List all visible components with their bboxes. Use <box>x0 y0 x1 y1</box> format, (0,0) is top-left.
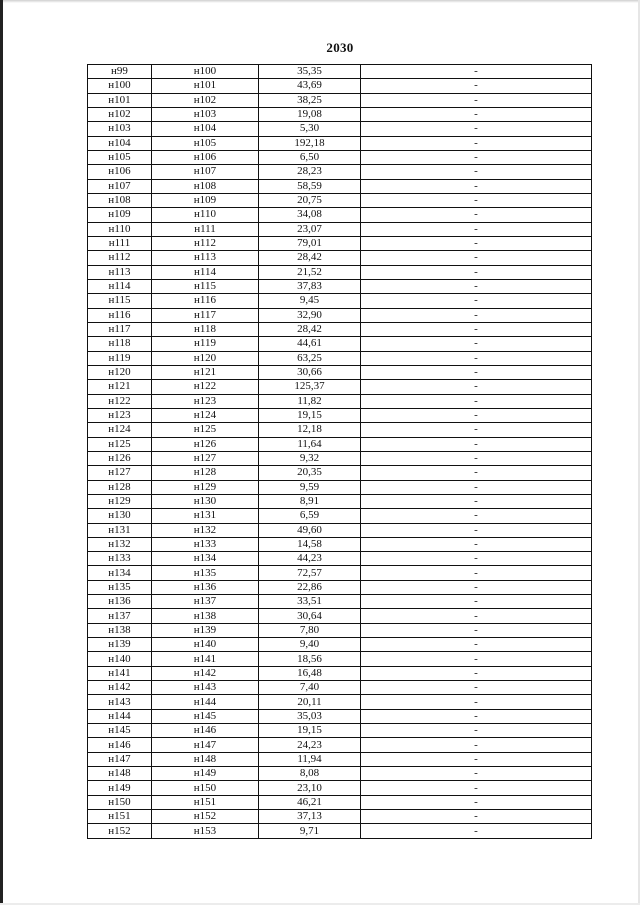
distance-cell: 11,82 <box>259 394 361 408</box>
to-point-cell: н126 <box>152 437 259 451</box>
to-point-cell: н137 <box>152 595 259 609</box>
distance-cell: 46,21 <box>259 795 361 809</box>
table-row <box>88 695 592 709</box>
to-point-cell: н108 <box>152 179 259 193</box>
from-point-cell: н135 <box>88 580 152 594</box>
to-point-cell: н104 <box>152 122 259 136</box>
to-point-cell: н110 <box>152 208 259 222</box>
note-cell: - <box>361 322 592 336</box>
note-cell: - <box>361 150 592 164</box>
table-row <box>88 65 592 79</box>
from-point-cell: н107 <box>88 179 152 193</box>
distance-cell: 23,07 <box>259 222 361 236</box>
note-cell: - <box>361 423 592 437</box>
from-point-cell: н113 <box>88 265 152 279</box>
to-point-cell: н101 <box>152 79 259 93</box>
note-cell: - <box>361 179 592 193</box>
to-point-cell: н122 <box>152 380 259 394</box>
note-cell: - <box>361 294 592 308</box>
note-cell: - <box>361 365 592 379</box>
distance-cell: 63,25 <box>259 351 361 365</box>
distance-cell: 20,35 <box>259 466 361 480</box>
from-point-cell: н106 <box>88 165 152 179</box>
distance-cell: 30,66 <box>259 365 361 379</box>
note-cell: - <box>361 738 592 752</box>
to-point-cell: н153 <box>152 824 259 838</box>
table-row <box>88 294 592 308</box>
distance-cell: 34,08 <box>259 208 361 222</box>
to-point-cell: н129 <box>152 480 259 494</box>
table-row <box>88 193 592 207</box>
note-cell: - <box>361 681 592 695</box>
table-row <box>88 423 592 437</box>
note-cell: - <box>361 222 592 236</box>
from-point-cell: н144 <box>88 709 152 723</box>
distance-cell: 33,51 <box>259 595 361 609</box>
note-cell: - <box>361 595 592 609</box>
table-row <box>88 337 592 351</box>
table-row <box>88 122 592 136</box>
distance-cell: 9,45 <box>259 294 361 308</box>
table-row <box>88 308 592 322</box>
from-point-cell: н124 <box>88 423 152 437</box>
table-body <box>88 65 592 839</box>
to-point-cell: н144 <box>152 695 259 709</box>
to-point-cell: н139 <box>152 623 259 637</box>
distance-cell: 37,13 <box>259 810 361 824</box>
table-row <box>88 107 592 121</box>
table-row <box>88 537 592 551</box>
from-point-cell: н119 <box>88 351 152 365</box>
distance-cell: 19,15 <box>259 724 361 738</box>
distance-cell: 20,75 <box>259 193 361 207</box>
from-point-cell: н114 <box>88 279 152 293</box>
to-point-cell: н100 <box>152 65 259 79</box>
from-point-cell: н133 <box>88 552 152 566</box>
table-row <box>88 566 592 580</box>
table-row <box>88 480 592 494</box>
note-cell: - <box>361 537 592 551</box>
distance-cell: 18,56 <box>259 652 361 666</box>
table-row <box>88 251 592 265</box>
to-point-cell: н141 <box>152 652 259 666</box>
table-row <box>88 523 592 537</box>
note-cell: - <box>361 107 592 121</box>
from-point-cell: н100 <box>88 79 152 93</box>
distance-cell: 9,32 <box>259 451 361 465</box>
note-cell: - <box>361 709 592 723</box>
distance-cell: 49,60 <box>259 523 361 537</box>
to-point-cell: н120 <box>152 351 259 365</box>
to-point-cell: н150 <box>152 781 259 795</box>
table-row <box>88 666 592 680</box>
from-point-cell: н110 <box>88 222 152 236</box>
from-point-cell: н132 <box>88 537 152 551</box>
distance-cell: 19,08 <box>259 107 361 121</box>
distance-cell: 44,61 <box>259 337 361 351</box>
from-point-cell: н130 <box>88 509 152 523</box>
to-point-cell: н134 <box>152 552 259 566</box>
distance-cell: 38,25 <box>259 93 361 107</box>
note-cell: - <box>361 380 592 394</box>
table-row <box>88 365 592 379</box>
table-row <box>88 236 592 250</box>
distance-cell: 8,91 <box>259 494 361 508</box>
to-point-cell: н143 <box>152 681 259 695</box>
to-point-cell: н132 <box>152 523 259 537</box>
table-row <box>88 580 592 594</box>
to-point-cell: н133 <box>152 537 259 551</box>
distance-cell: 9,59 <box>259 480 361 494</box>
distance-cell: 79,01 <box>259 236 361 250</box>
from-point-cell: н141 <box>88 666 152 680</box>
distance-cell: 23,10 <box>259 781 361 795</box>
from-point-cell: н117 <box>88 322 152 336</box>
from-point-cell: н122 <box>88 394 152 408</box>
distance-cell: 125,37 <box>259 380 361 394</box>
table-row <box>88 795 592 809</box>
from-point-cell: н111 <box>88 236 152 250</box>
to-point-cell: н118 <box>152 322 259 336</box>
note-cell: - <box>361 165 592 179</box>
from-point-cell: н126 <box>88 451 152 465</box>
distance-cell: 28,23 <box>259 165 361 179</box>
distance-cell: 32,90 <box>259 308 361 322</box>
distance-cell: 14,58 <box>259 537 361 551</box>
to-point-cell: н140 <box>152 638 259 652</box>
table-row <box>88 179 592 193</box>
table-row <box>88 93 592 107</box>
coordinates-table <box>87 64 592 839</box>
from-point-cell: н145 <box>88 724 152 738</box>
table-row <box>88 752 592 766</box>
to-point-cell: н106 <box>152 150 259 164</box>
table-row <box>88 810 592 824</box>
note-cell: - <box>361 251 592 265</box>
from-point-cell: н143 <box>88 695 152 709</box>
note-cell: - <box>361 824 592 838</box>
to-point-cell: н119 <box>152 337 259 351</box>
to-point-cell: н145 <box>152 709 259 723</box>
from-point-cell: н139 <box>88 638 152 652</box>
to-point-cell: н151 <box>152 795 259 809</box>
from-point-cell: н112 <box>88 251 152 265</box>
to-point-cell: н105 <box>152 136 259 150</box>
scan-left-edge <box>0 0 3 905</box>
note-cell: - <box>361 480 592 494</box>
distance-cell: 12,18 <box>259 423 361 437</box>
table-row <box>88 623 592 637</box>
distance-cell: 44,23 <box>259 552 361 566</box>
from-point-cell: н121 <box>88 380 152 394</box>
to-point-cell: н103 <box>152 107 259 121</box>
note-cell: - <box>361 136 592 150</box>
table-row <box>88 222 592 236</box>
distance-cell: 6,59 <box>259 509 361 523</box>
note-cell: - <box>361 65 592 79</box>
to-point-cell: н130 <box>152 494 259 508</box>
table-row <box>88 79 592 93</box>
note-cell: - <box>361 265 592 279</box>
to-point-cell: н152 <box>152 810 259 824</box>
from-point-cell: н109 <box>88 208 152 222</box>
from-point-cell: н150 <box>88 795 152 809</box>
table-row <box>88 552 592 566</box>
to-point-cell: н112 <box>152 236 259 250</box>
from-point-cell: н120 <box>88 365 152 379</box>
to-point-cell: н111 <box>152 222 259 236</box>
from-point-cell: н137 <box>88 609 152 623</box>
note-cell: - <box>361 638 592 652</box>
distance-cell: 58,59 <box>259 179 361 193</box>
from-point-cell: н131 <box>88 523 152 537</box>
note-cell: - <box>361 494 592 508</box>
to-point-cell: н123 <box>152 394 259 408</box>
distance-cell: 21,52 <box>259 265 361 279</box>
note-cell: - <box>361 623 592 637</box>
from-point-cell: н138 <box>88 623 152 637</box>
distance-cell: 16,48 <box>259 666 361 680</box>
table-row <box>88 279 592 293</box>
table-row <box>88 724 592 738</box>
table-row <box>88 609 592 623</box>
from-point-cell: н125 <box>88 437 152 451</box>
to-point-cell: н113 <box>152 251 259 265</box>
note-cell: - <box>361 466 592 480</box>
table-row <box>88 408 592 422</box>
to-point-cell: н135 <box>152 566 259 580</box>
table-row <box>88 380 592 394</box>
distance-cell: 192,18 <box>259 136 361 150</box>
note-cell: - <box>361 810 592 824</box>
to-point-cell: н124 <box>152 408 259 422</box>
from-point-cell: н108 <box>88 193 152 207</box>
to-point-cell: н148 <box>152 752 259 766</box>
note-cell: - <box>361 451 592 465</box>
table-row <box>88 709 592 723</box>
note-cell: - <box>361 236 592 250</box>
to-point-cell: н147 <box>152 738 259 752</box>
note-cell: - <box>361 724 592 738</box>
note-cell: - <box>361 509 592 523</box>
table-row <box>88 136 592 150</box>
note-cell: - <box>361 337 592 351</box>
to-point-cell: н117 <box>152 308 259 322</box>
table-row <box>88 681 592 695</box>
note-cell: - <box>361 752 592 766</box>
table-row <box>88 509 592 523</box>
note-cell: - <box>361 208 592 222</box>
table-row <box>88 738 592 752</box>
note-cell: - <box>361 408 592 422</box>
note-cell: - <box>361 781 592 795</box>
note-cell: - <box>361 437 592 451</box>
distance-cell: 24,23 <box>259 738 361 752</box>
from-point-cell: н99 <box>88 65 152 79</box>
from-point-cell: н128 <box>88 480 152 494</box>
from-point-cell: н148 <box>88 767 152 781</box>
from-point-cell: н116 <box>88 308 152 322</box>
table-row <box>88 767 592 781</box>
from-point-cell: н101 <box>88 93 152 107</box>
to-point-cell: н131 <box>152 509 259 523</box>
table-row <box>88 394 592 408</box>
note-cell: - <box>361 394 592 408</box>
to-point-cell: н149 <box>152 767 259 781</box>
from-point-cell: н127 <box>88 466 152 480</box>
to-point-cell: н146 <box>152 724 259 738</box>
from-point-cell: н149 <box>88 781 152 795</box>
note-cell: - <box>361 351 592 365</box>
distance-cell: 7,80 <box>259 623 361 637</box>
from-point-cell: н147 <box>88 752 152 766</box>
from-point-cell: н142 <box>88 681 152 695</box>
from-point-cell: н118 <box>88 337 152 351</box>
note-cell: - <box>361 652 592 666</box>
to-point-cell: н107 <box>152 165 259 179</box>
from-point-cell: н152 <box>88 824 152 838</box>
distance-cell: 28,42 <box>259 251 361 265</box>
note-cell: - <box>361 795 592 809</box>
distance-cell: 7,40 <box>259 681 361 695</box>
distance-cell: 6,50 <box>259 150 361 164</box>
to-point-cell: н116 <box>152 294 259 308</box>
to-point-cell: н125 <box>152 423 259 437</box>
from-point-cell: н134 <box>88 566 152 580</box>
distance-cell: 8,08 <box>259 767 361 781</box>
note-cell: - <box>361 193 592 207</box>
from-point-cell: н129 <box>88 494 152 508</box>
distance-cell: 22,86 <box>259 580 361 594</box>
distance-cell: 19,15 <box>259 408 361 422</box>
to-point-cell: н115 <box>152 279 259 293</box>
from-point-cell: н104 <box>88 136 152 150</box>
note-cell: - <box>361 767 592 781</box>
table-row <box>88 451 592 465</box>
distance-cell: 28,42 <box>259 322 361 336</box>
distance-cell: 11,64 <box>259 437 361 451</box>
from-point-cell: н115 <box>88 294 152 308</box>
to-point-cell: н142 <box>152 666 259 680</box>
distance-cell: 11,94 <box>259 752 361 766</box>
to-point-cell: н136 <box>152 580 259 594</box>
distance-cell: 72,57 <box>259 566 361 580</box>
scan-top-edge <box>0 0 640 3</box>
table-row <box>88 494 592 508</box>
to-point-cell: н114 <box>152 265 259 279</box>
note-cell: - <box>361 566 592 580</box>
to-point-cell: н102 <box>152 93 259 107</box>
note-cell: - <box>361 695 592 709</box>
from-point-cell: н123 <box>88 408 152 422</box>
table-row <box>88 466 592 480</box>
distance-cell: 9,40 <box>259 638 361 652</box>
note-cell: - <box>361 580 592 594</box>
table-row <box>88 322 592 336</box>
note-cell: - <box>361 279 592 293</box>
note-cell: - <box>361 609 592 623</box>
from-point-cell: н105 <box>88 150 152 164</box>
distance-cell: 9,71 <box>259 824 361 838</box>
note-cell: - <box>361 552 592 566</box>
distance-cell: 5,30 <box>259 122 361 136</box>
distance-cell: 35,03 <box>259 709 361 723</box>
from-point-cell: н136 <box>88 595 152 609</box>
page-number: 2030 <box>326 40 354 55</box>
note-cell: - <box>361 122 592 136</box>
table-row <box>88 165 592 179</box>
table-row <box>88 652 592 666</box>
to-point-cell: н121 <box>152 365 259 379</box>
table-row <box>88 208 592 222</box>
to-point-cell: н109 <box>152 193 259 207</box>
distance-cell: 20,11 <box>259 695 361 709</box>
distance-cell: 30,64 <box>259 609 361 623</box>
distance-cell: 43,69 <box>259 79 361 93</box>
from-point-cell: н102 <box>88 107 152 121</box>
from-point-cell: н146 <box>88 738 152 752</box>
note-cell: - <box>361 308 592 322</box>
table-row <box>88 351 592 365</box>
distance-cell: 35,35 <box>259 65 361 79</box>
table-row <box>88 150 592 164</box>
from-point-cell: н103 <box>88 122 152 136</box>
note-cell: - <box>361 666 592 680</box>
to-point-cell: н128 <box>152 466 259 480</box>
note-cell: - <box>361 79 592 93</box>
note-cell: - <box>361 523 592 537</box>
from-point-cell: н140 <box>88 652 152 666</box>
table-row <box>88 595 592 609</box>
to-point-cell: н138 <box>152 609 259 623</box>
table-row <box>88 824 592 838</box>
table-row <box>88 437 592 451</box>
to-point-cell: н127 <box>152 451 259 465</box>
table-row <box>88 781 592 795</box>
note-cell: - <box>361 93 592 107</box>
table-row <box>88 265 592 279</box>
distance-cell: 37,83 <box>259 279 361 293</box>
from-point-cell: н151 <box>88 810 152 824</box>
table-row <box>88 638 592 652</box>
